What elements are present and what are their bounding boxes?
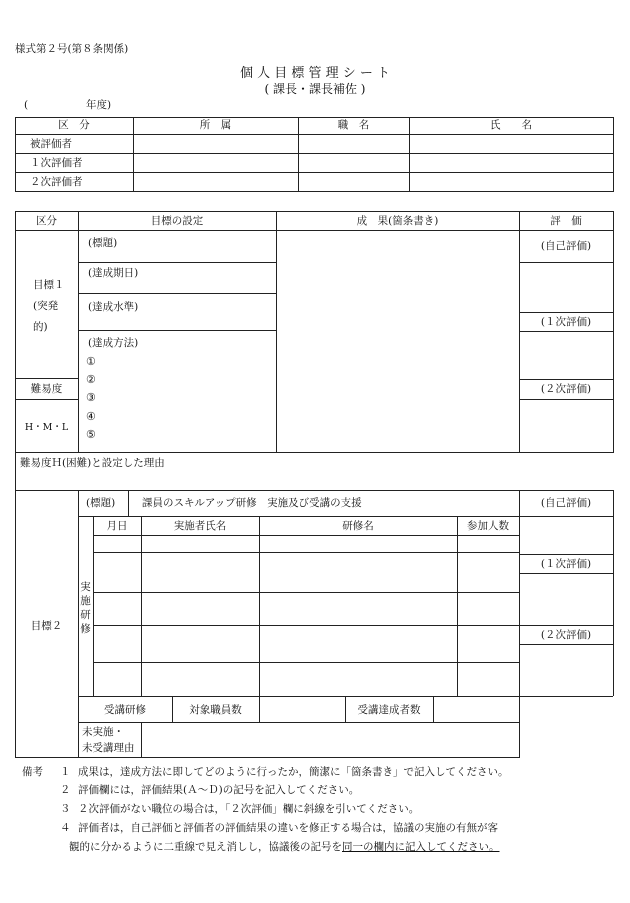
goal2-eval-self: (自己評価): [540, 497, 592, 509]
note-2-number: ２: [60, 784, 71, 796]
note-2-text: 評価欄には，評価結果(Ａ～Ｄ)の記号を記入してください。: [78, 784, 360, 796]
year-label: 年度): [86, 99, 112, 111]
implemented-label-2: 施: [80, 595, 91, 607]
note-4-underlined-text: 同一の欄内に記入してください。: [342, 841, 500, 853]
row-second-evaluator: ２次評価者: [30, 176, 83, 188]
goal1-label-line2: (突発: [33, 300, 59, 312]
attended-training-label: 受講研修: [104, 704, 146, 716]
goal2-label: 目標２: [30, 620, 63, 632]
goal2-title-label: (標題): [86, 497, 116, 509]
goal1-deadline-label: (達成期日): [88, 267, 139, 279]
page-subtitle: ( 課長・課長補佐 ): [264, 82, 366, 96]
form-number: 様式第２号(第８条関係): [15, 43, 129, 55]
header-kubun: 区分: [36, 215, 57, 227]
header-result: 成 果(箇条書き): [356, 215, 439, 227]
goal2-title-text: 課員のスキルアップ研修 実施及び受講の支援: [142, 497, 362, 509]
row-evaluatee: 被評価者: [30, 138, 72, 150]
header-evaluation: 評 価: [550, 215, 582, 227]
goal1-method-item-1: ①: [86, 355, 96, 368]
goal1-level-label: (達成水準): [88, 301, 139, 313]
goal1-method-item-2: ②: [86, 373, 96, 386]
year-open: (: [24, 99, 29, 111]
row-first-evaluator: １次評価者: [30, 157, 83, 169]
goal1-label-line3: 的): [33, 321, 48, 333]
difficulty-label: 難易度: [30, 383, 63, 395]
col-training-name: 研修名: [342, 520, 374, 532]
page-title: 個 人 目 標 管 理 シ ー ト: [239, 66, 391, 81]
info-header-affiliation: 所 属: [199, 119, 232, 131]
note-3-text: ２次評価がない職位の場合は，「２次評価」欄に斜線を引いてください。: [78, 803, 420, 815]
goal1-eval-first: (１次評価): [540, 316, 592, 328]
target-staff-label: 対象職員数: [189, 704, 242, 716]
header-goal-setting: 目標の設定: [150, 215, 204, 227]
difficulty-reason-label: 難易度Ｈ(困難)と設定した理由: [20, 457, 165, 469]
notes-label: 備考: [22, 766, 43, 778]
note-3-number: ３: [60, 803, 71, 815]
goal1-label-line1: 目標１: [33, 279, 65, 291]
note-4-continuation: [69, 840, 500, 854]
note-1-number: １: [60, 766, 71, 778]
achieved-count-label: 受講達成者数: [357, 704, 421, 716]
info-header-position: 職 名: [337, 119, 370, 131]
note-4-text: 評価者は，自己評価と評価者の評価結果の違いを修正する場合は，協議の実施の有無が客: [78, 822, 498, 834]
implemented-label-4: 修: [80, 623, 91, 635]
goal1-method-item-4: ④: [86, 410, 96, 423]
implemented-label-3: 研: [80, 609, 91, 621]
goal1-method-item-3: ③: [86, 391, 96, 404]
not-done-label-line2: 未受講理由: [82, 742, 135, 754]
note-4-number: ４: [60, 822, 71, 834]
col-date: 月日: [106, 520, 128, 532]
goal1-method-label: (達成方法): [88, 337, 139, 349]
difficulty-value: H・M・L: [24, 422, 69, 433]
goal1-title-label: (標題): [88, 237, 118, 249]
goal1-method-item-5: ⑤: [86, 428, 96, 441]
info-header-kubun: 区 分: [58, 119, 90, 131]
goal1-eval-second: (２次評価): [540, 383, 592, 395]
col-implementer: 実施者氏名: [173, 520, 227, 532]
goal2-eval-second: (２次評価): [540, 629, 592, 641]
note-4-continuation-text: 観的に分かるように二重線で見え消しし，協議後の記号を: [69, 841, 342, 853]
info-header-name: 氏 名: [490, 119, 532, 131]
implemented-label-1: 実: [80, 581, 91, 593]
col-participants: 参加人数: [467, 520, 509, 532]
note-1-text: 成果は，達成方法に即してどのように行ったか，簡潔に「箇条書き」で記入してください。: [78, 766, 509, 778]
goal2-eval-first: (１次評価): [540, 558, 592, 570]
goal1-eval-self: (自己評価): [540, 240, 592, 252]
not-done-label-line1: 未実施・: [82, 726, 124, 738]
